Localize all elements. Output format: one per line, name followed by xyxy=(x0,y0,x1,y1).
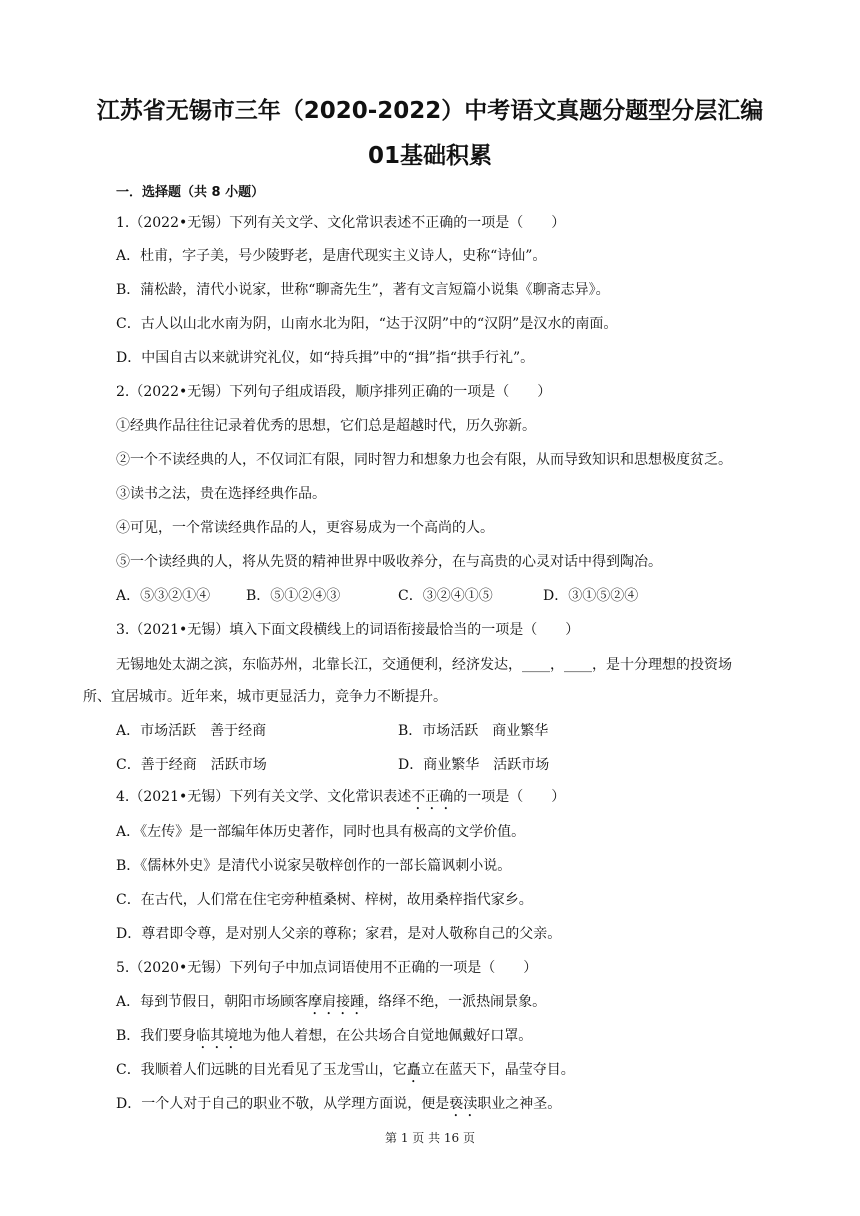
doc-title-line1: 江苏省无锡市三年（2020-2022）中考语文真题分题型分层汇编 xyxy=(96,98,764,124)
q2-option-d: D．③①⑤②④ xyxy=(543,588,639,604)
q5-d-suffix: 职业之神圣。 xyxy=(477,1096,562,1112)
q5-b-suffix: 地为他人着想，在公共场合自觉地佩戴好口罩。 xyxy=(238,1028,533,1044)
q5-c-suffix: 立在蓝天下，晶莹夺目。 xyxy=(420,1062,575,1078)
q5-option-c xyxy=(116,1061,575,1086)
q3-option-c: C．善于经商 活跃市场 xyxy=(116,757,267,773)
q2-sentence-3: ③读书之法，贵在选择经典作品。 xyxy=(116,486,326,502)
q3-paragraph-line1: 无锡地处太湖之滨，东临苏州，北靠长江，交通便利，经济发达，____，____，是十分理想的投资场 xyxy=(116,657,732,673)
doc-title-line2: 01基础积累 xyxy=(367,143,492,169)
q1-option-b: B．蒲松龄，清代小说家，世称“聊斋先生”，著有文言短篇小说集《聊斋志异》。 xyxy=(116,282,610,298)
q4-stem-emphasis: 不正确 xyxy=(411,789,454,805)
q5-option-a xyxy=(116,993,546,1018)
q2-sentence-4: ④可见，一个常读经典作品的人，更容易成为一个高尚的人。 xyxy=(116,520,494,536)
q2-option-b: B．⑤①②④③ xyxy=(246,588,341,604)
q5-d-emphasis: 亵渎 xyxy=(449,1096,478,1112)
q5-a-suffix: ，络绎不绝，一派热闹景象。 xyxy=(364,994,547,1010)
q5-option-b xyxy=(116,1027,532,1052)
q5-c-emphasis: 矗 xyxy=(406,1062,421,1078)
q5-stem: 5.（2020•无锡）下列句子中加点词语使用不正确的一项是（ ） xyxy=(116,960,538,976)
q1-option-a: A．杜甫，字子美，号少陵野老，是唐代现实主义诗人，史称“诗仙”。 xyxy=(116,248,547,264)
q5-d-prefix: D．一个人对于自己的职业不敬，从学理方面说，便是 xyxy=(116,1096,450,1112)
q5-b-emphasis: 临其境 xyxy=(196,1028,239,1044)
q1-stem: 1.（2022•无锡）下列有关文学、文化常识表述不正确的一项是（ ） xyxy=(116,215,566,231)
q2-sentence-2: ②一个不读经典的人，不仅词汇有限，同时智力和想象力也会有限，从而导致知识和思想极度贫乏。 xyxy=(116,452,732,468)
q2-sentence-5: ⑤一个读经典的人，将从先贤的精神世界中吸收养分，在与高贵的心灵对话中得到陶冶。 xyxy=(116,554,662,570)
q5-c-prefix: C．我顺着人们远眺的目光看见了玉龙雪山，它 xyxy=(116,1062,407,1078)
q3-paragraph-line2: 所、宜居城市。近年来，城市更显活力，竞争力不断提升。 xyxy=(83,689,447,705)
q4-stem-prefix: 4.（2021•无锡）下列有关文学、文化常识表述 xyxy=(116,789,412,805)
q3-option-a: A．市场活跃 善于经商 xyxy=(116,723,267,739)
q4-option-c: C．在古代，人们常在住宅旁种植桑树、梓树，故用桑梓指代家乡。 xyxy=(116,892,533,908)
q5-b-prefix: B．我们要身 xyxy=(116,1028,197,1044)
q2-option-c: C．③②④①⑤ xyxy=(398,588,493,604)
q5-option-d xyxy=(116,1095,561,1120)
q1-option-d: D．中国自古以来就讲究礼仪，如“持兵揖”中的“揖”指“拱手行礼”。 xyxy=(116,350,535,366)
q3-option-d: D．商业繁华 活跃市场 xyxy=(398,757,550,773)
q2-sentence-1: ①经典作品往往记录着优秀的思想，它们总是超越时代，历久弥新。 xyxy=(116,418,536,434)
page-footer: 第 1 页 共 16 页 xyxy=(385,1131,475,1145)
q4-stem xyxy=(116,788,565,813)
q1-option-c: C．古人以山北水南为阴，山南水北为阳，“达于汉阴”中的“汉阴”是汉水的南面。 xyxy=(116,316,618,332)
q3-option-b: B．市场活跃 商业繁华 xyxy=(398,723,549,739)
q2-option-a: A．⑤③②①④ xyxy=(116,588,211,604)
section-heading: 一．选择题（共 8 小题） xyxy=(116,185,265,200)
q4-option-d: D．尊君即令尊，是对别人父亲的尊称；家君，是对人敬称自己的父亲。 xyxy=(116,926,562,942)
q4-option-a: A．《左传》是一部编年体历史著作，同时也具有极高的文学价值。 xyxy=(116,824,526,840)
q2-stem: 2.（2022•无锡）下列句子组成语段，顺序排列正确的一项是（ ） xyxy=(116,384,552,400)
q4-stem-suffix: 的一项是（ ） xyxy=(453,789,566,805)
q3-stem: 3.（2021•无锡）填入下面文段横线上的词语衔接最恰当的一项是（ ） xyxy=(116,622,580,638)
q5-a-prefix: A．每到节假日，朝阳市场顾客 xyxy=(116,994,309,1010)
q4-option-b: B．《儒林外史》是清代小说家吴敬梓创作的一部长篇讽刺小说。 xyxy=(116,858,512,874)
q5-a-emphasis: 摩肩接踵 xyxy=(308,994,365,1010)
